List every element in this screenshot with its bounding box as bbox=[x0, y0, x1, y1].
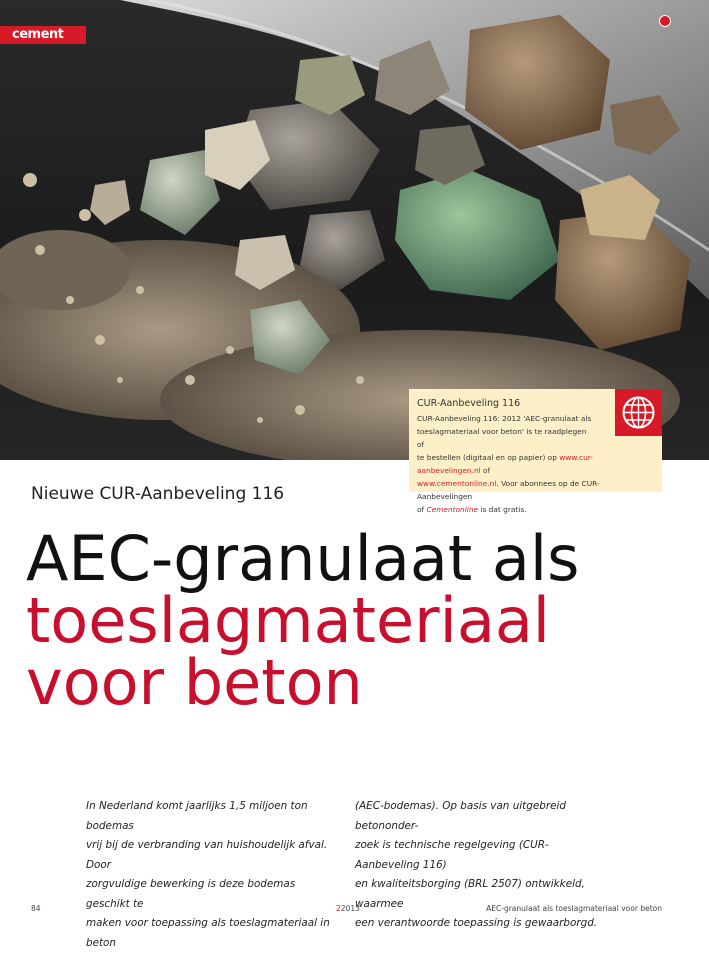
info-line-4 bbox=[417, 477, 654, 503]
article-title bbox=[26, 522, 706, 719]
intro-line: maken voor toepassing als toeslagmateriaal in beton bbox=[86, 917, 330, 949]
page-marker-dot bbox=[659, 15, 671, 27]
info-line-3 bbox=[417, 451, 654, 477]
info-line-3-prefix: te bestellen (digitaal en op papier) op bbox=[417, 453, 560, 462]
running-title: AEC-granulaat als toeslagmateriaal voor beton bbox=[486, 904, 662, 913]
issue-year: 2013 bbox=[340, 904, 360, 913]
globe-icon bbox=[615, 389, 662, 436]
info-line-3-suffix: of bbox=[480, 466, 491, 475]
intro-column-left bbox=[86, 797, 339, 953]
info-line-4-suffix: . Voor abonnees op de CUR-Aanbevelingen bbox=[417, 479, 600, 501]
issue-label bbox=[336, 904, 360, 913]
intro-line: (AEC-bodemas). Op basis van uitgebreid betononder- bbox=[355, 800, 566, 832]
info-line-5-prefix: of bbox=[417, 505, 427, 514]
page-number: 84 bbox=[31, 904, 41, 913]
cementonline-link[interactable]: www.cementonline.nl bbox=[417, 479, 497, 488]
title-line-2: toeslagmateriaal bbox=[26, 584, 551, 657]
issue-number: 2 bbox=[336, 904, 341, 913]
title-line-1: AEC-granulaat als bbox=[26, 522, 580, 595]
cur-aanbevelingen-link[interactable]: www.cur-aanbevelingen.nl bbox=[417, 453, 594, 475]
intro-line: een verantwoorde toepassing is gewaarborgd. bbox=[355, 917, 598, 929]
magazine-logo: cement bbox=[0, 26, 86, 44]
title-line-3: voor beton bbox=[26, 646, 363, 719]
article-kicker: Nieuwe CUR-Aanbeveling 116 bbox=[31, 484, 285, 504]
intro-line: vrij bij de verbranding van huishoudelijk afval. Door bbox=[86, 839, 328, 871]
intro-line: In Nederland komt jaarlijks 1,5 miljoen ton bodemas bbox=[86, 800, 308, 832]
intro-column-right bbox=[355, 797, 608, 934]
info-box-body bbox=[417, 412, 592, 451]
intro-line: en kwaliteitsborging (BRL 2507) ontwikkeld, waarmee bbox=[355, 878, 585, 910]
info-box bbox=[409, 389, 662, 514]
info-box-title: CUR-Aanbeveling 116 bbox=[417, 398, 521, 409]
cementonline-emphasis: Cementonline bbox=[426, 505, 479, 514]
info-line-5 bbox=[417, 503, 654, 516]
info-line-1: CUR-Aanbeveling 116: 2012 'AEC-granulaat als bbox=[417, 414, 592, 423]
info-line-5-suffix: is dat gratis. bbox=[478, 505, 527, 514]
intro-line: zoek is technische regelgeving (CUR-Aanbeveling 116) bbox=[355, 839, 549, 871]
intro-line: zorgvuldige bewerking is deze bodemas geschikt te bbox=[86, 878, 296, 910]
info-line-2: toeslagmateriaal voor beton' is te raadplegen of bbox=[417, 427, 587, 449]
